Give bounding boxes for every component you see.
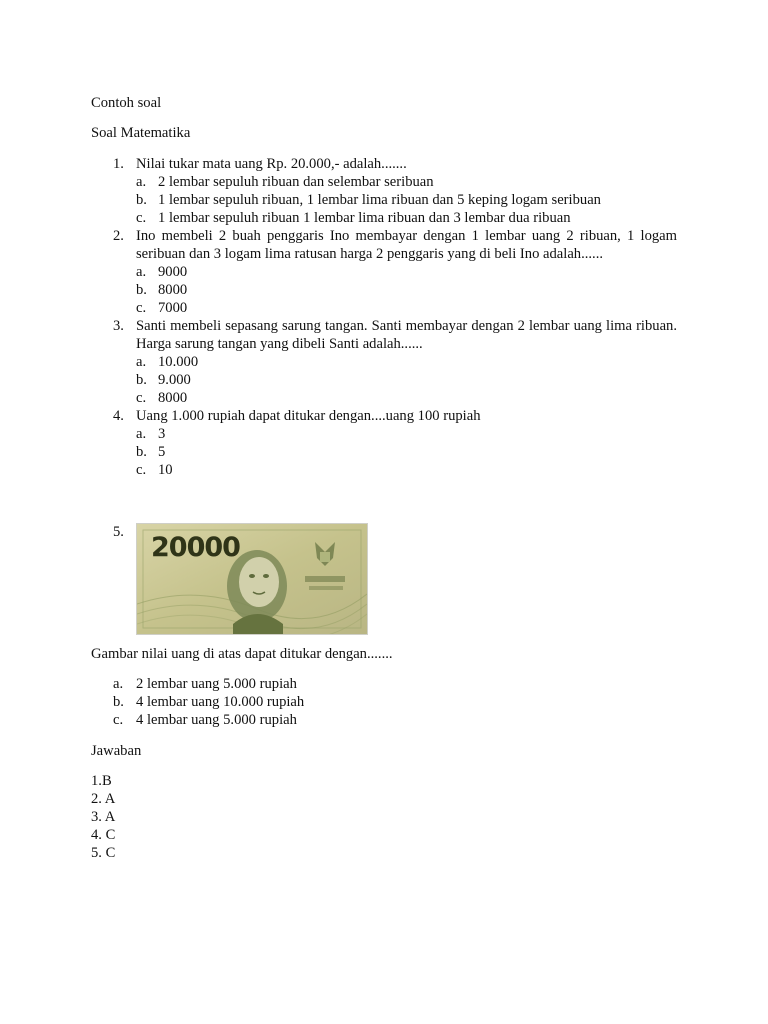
doc-title: Contoh soal [91,95,162,111]
option-text: 9.000 [158,372,191,388]
option-text: 2 lembar sepuluh ribuan dan selembar seribuan [158,174,434,190]
answer-item: 5. C [91,845,116,861]
option-text: 5 [158,444,166,460]
option-letter: b. [136,282,147,298]
option-letter: c. [113,712,124,728]
option-text: 9000 [158,264,188,280]
option-letter: b. [136,372,147,388]
doc-subtitle: Soal Matematika [91,125,191,141]
question-number: 3. [113,318,124,334]
option-text: 3 [158,426,166,442]
option-letter: a. [136,426,147,442]
option-text: 2 lembar uang 5.000 rupiah [136,676,297,692]
option-text: 1 lembar sepuluh ribuan, 1 lembar lima ribuan dan 5 keping logam seribuan [158,192,601,208]
answer-item: 2. A [91,791,116,807]
option-text: 4 lembar uang 5.000 rupiah [136,712,297,728]
answer-item: 4. C [91,827,116,843]
question-text: Harga sarung tangan yang dibeli Santi adalah...... [136,336,423,352]
option-letter: b. [113,694,124,710]
option-text: 10.000 [158,354,199,370]
option-text: 10 [158,462,173,478]
question-number: 4. [113,408,124,424]
option-letter: c. [136,300,147,316]
answer-item: 1.B [91,773,112,789]
option-letter: a. [136,264,147,280]
option-letter: b. [136,444,147,460]
banknote-value: 20000 [151,532,240,563]
answers-title: Jawaban [91,743,142,759]
option-letter: a. [136,174,147,190]
question-text: Gambar nilai uang di atas dapat ditukar dengan....... [91,646,393,662]
answer-item: 3. A [91,809,116,825]
option-letter: c. [136,210,147,226]
question-text: Uang 1.000 rupiah dapat ditukar dengan....uang 100 rupiah [136,408,481,424]
option-letter: a. [136,354,147,370]
option-text: 1 lembar sepuluh ribuan 1 lembar lima ribuan dan 3 lembar dua ribuan [158,210,571,226]
option-text: 8000 [158,390,188,406]
question-text: seribuan dan 3 logam lima ratusan harga 2 penggaris yang di beli Ino adalah...... [136,246,603,262]
question-number: 1. [113,156,124,172]
banknote-image [136,523,368,635]
option-letter: c. [136,462,147,478]
option-text: 7000 [158,300,188,316]
option-letter: c. [136,390,147,406]
option-text: 8000 [158,282,188,298]
option-letter: b. [136,192,147,208]
question-text: Nilai tukar mata uang Rp. 20.000,- adalah....... [136,156,407,172]
question-number: 5. [113,524,124,540]
question-text: Santi membeli sepasang sarung tangan. Santi membayar dengan 2 lembar uang lima ribuan. [136,318,677,334]
option-letter: a. [113,676,124,692]
question-number: 2. [113,228,124,244]
question-text: Ino membeli 2 buah penggaris Ino membayar dengan 1 lembar uang 2 ribuan, 1 logam [136,228,677,244]
option-text: 4 lembar uang 10.000 rupiah [136,694,305,710]
